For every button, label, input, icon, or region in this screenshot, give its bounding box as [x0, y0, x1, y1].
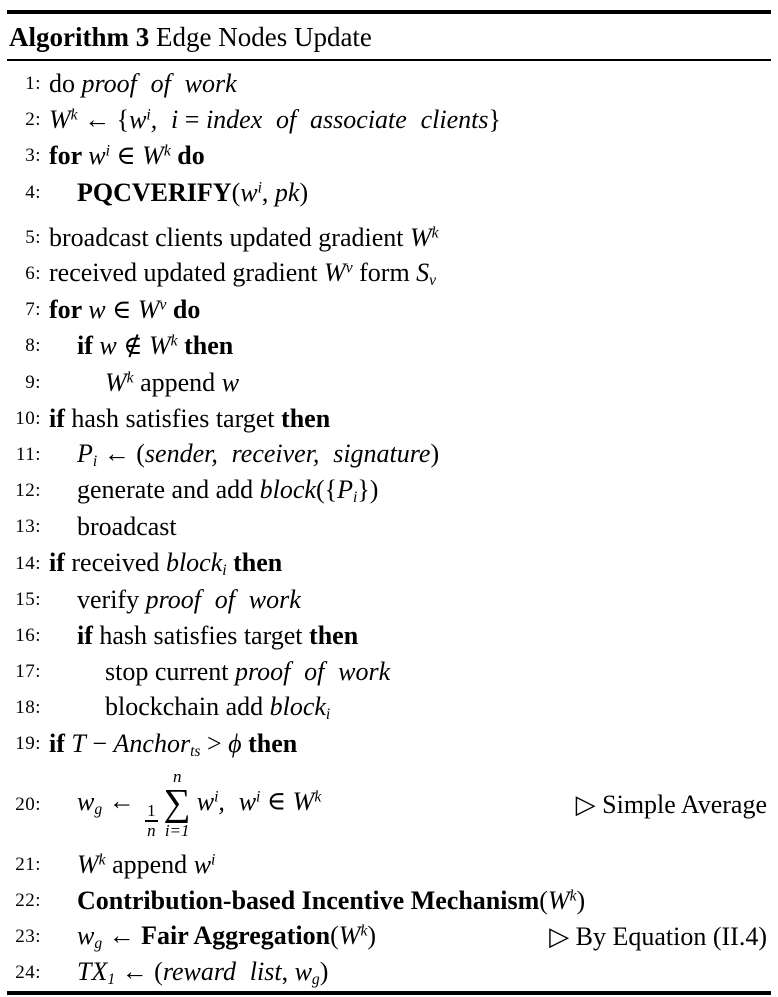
line-content: [41, 141, 771, 171]
text-segment: $W^k$: [547, 885, 577, 915]
text-segment: $TX_1$: [77, 957, 116, 989]
text-segment: hash satisfies target: [99, 620, 310, 650]
text-segment: proof of work: [234, 657, 391, 687]
line-number: 9:: [25, 371, 41, 393]
text-segment: (: [231, 177, 241, 207]
line-number: 10:: [15, 407, 41, 429]
text-segment: $w^i$: [129, 105, 151, 135]
text-segment: received updated gradient: [49, 258, 325, 288]
text-segment: , $w^i$: [218, 786, 261, 816]
text-segment: w: [99, 331, 117, 361]
text-segment: $w_g$: [77, 786, 103, 818]
algo-line-11: [7, 437, 771, 473]
text-segment: ): [430, 439, 440, 469]
line-content: [41, 105, 771, 135]
algo-line-7: [7, 292, 771, 328]
text-segment: $W^k$: [49, 105, 78, 135]
algo-line-3: [7, 138, 771, 174]
text-segment: ∈: [260, 786, 293, 816]
superscript: k: [126, 369, 134, 387]
line-number: 19:: [15, 733, 41, 755]
superscript: v: [345, 259, 353, 277]
algo-line-6: [7, 256, 771, 292]
algo-line-19: [7, 726, 771, 762]
text-segment: if: [77, 331, 100, 361]
algo-line-1: [7, 66, 771, 102]
text-segment: blockchain add: [105, 692, 270, 722]
superscript: i: [214, 788, 219, 806]
text-segment: ←: [102, 921, 142, 951]
subscript: i: [222, 561, 227, 579]
text-segment: if: [77, 620, 100, 650]
text-segment: block: [259, 475, 316, 505]
superscript: i: [146, 106, 151, 124]
text-segment: Fair Aggregation: [141, 921, 331, 951]
text-segment: ∈: [109, 141, 143, 171]
superscript: k: [98, 851, 106, 869]
text-segment: append: [133, 367, 222, 397]
text-segment: Contribution-based Incentive Mechanism: [77, 885, 540, 915]
text-segment: ): [299, 177, 309, 207]
algo-line-17: [7, 654, 771, 690]
text-segment: if: [49, 547, 72, 577]
algo-line-2: [7, 102, 771, 138]
line-number: 8:: [25, 335, 41, 357]
line-comment: ▷ By Equation (II.4): [549, 922, 767, 952]
line-number: 16:: [15, 624, 41, 646]
bottom-rule: [7, 991, 771, 995]
line-content: [41, 657, 771, 687]
line-number: 14:: [15, 552, 41, 574]
line-content: [41, 439, 771, 471]
text-segment: $w^i$: [193, 849, 216, 879]
line-content: [41, 223, 771, 253]
text-segment: w: [221, 367, 240, 397]
text-segment: ∈: [105, 295, 138, 325]
text-segment: ← {: [77, 105, 130, 135]
summation: [164, 768, 191, 839]
line-number: 17:: [15, 661, 41, 683]
superscript: k: [170, 332, 178, 350]
text-segment: }): [357, 475, 379, 505]
text-segment: ({: [315, 475, 338, 505]
text-segment: ,: [281, 957, 295, 987]
text-segment: $w^i$: [240, 177, 262, 207]
algo-line-18: [7, 690, 771, 726]
line-number: 2:: [25, 109, 41, 131]
line-content: [41, 850, 771, 880]
subscript: 1: [107, 971, 116, 989]
line-number: 13:: [15, 516, 41, 538]
text-segment: (: [539, 885, 548, 915]
text-segment: $w_g$: [77, 921, 103, 952]
text-segment: −: [85, 728, 114, 758]
line-content: [41, 475, 771, 507]
line-number: 4:: [25, 181, 41, 203]
line-content: [41, 404, 771, 434]
algo-line-9: [7, 365, 771, 401]
text-segment: received: [71, 547, 166, 577]
text-segment: hash satisfies target: [71, 403, 282, 433]
line-content: [41, 178, 771, 208]
text-segment: $W^k$: [77, 849, 106, 879]
line-number: 5:: [25, 226, 41, 248]
text-segment: proof of work: [81, 69, 237, 99]
algo-line-21: [7, 847, 771, 883]
algo-line-12: [7, 473, 771, 509]
text-segment: $W^k$: [142, 141, 171, 171]
text-segment: then: [226, 547, 283, 577]
text-segment: do: [49, 69, 82, 99]
text-segment: $w_g$: [294, 957, 320, 989]
text-segment: $W^v$: [324, 258, 353, 288]
text-segment: generate and add: [77, 475, 260, 505]
superscript: i: [105, 142, 110, 160]
line-number: 12:: [15, 480, 41, 502]
superscript: k: [163, 142, 171, 160]
text-segment: ∉: [116, 331, 149, 361]
line-content: [41, 548, 771, 580]
summation-sigma: ∑: [163, 782, 191, 825]
algo-line-15: [7, 582, 771, 618]
summation-lower-limit: i=1: [164, 821, 190, 841]
line-number: 11:: [15, 443, 41, 465]
line-number: 1:: [25, 73, 41, 95]
line-content: [41, 295, 771, 325]
text-segment: ←: [102, 786, 142, 816]
text-segment: pk: [274, 177, 300, 207]
text-segment: =: [178, 105, 206, 135]
fraction: [145, 802, 158, 841]
text-segment: $S_v$: [416, 258, 437, 289]
text-segment: $W^k$: [105, 367, 134, 397]
algorithm-label: Algorithm 3: [9, 22, 150, 52]
algo-line-16: [7, 618, 771, 654]
text-segment: ϕ: [228, 728, 242, 758]
line-number: 15:: [15, 588, 41, 610]
text-segment: index of associate clients: [205, 105, 489, 135]
text-segment: $W^k$: [148, 331, 178, 361]
text-segment: for: [49, 141, 89, 171]
text-segment: PQCVERIFY: [77, 177, 232, 207]
text-segment: broadcast: [77, 512, 177, 542]
line-number: 24:: [15, 962, 41, 984]
line-comment: ▷ Simple Average: [575, 789, 767, 819]
subscript: i: [352, 489, 358, 507]
text-segment: (: [330, 921, 339, 951]
text-segment: stop current: [105, 657, 235, 687]
subscript: i: [325, 706, 331, 724]
line-number: 22:: [15, 889, 41, 911]
fraction-numerator: 1: [145, 802, 158, 823]
subscript: ts: [190, 742, 201, 760]
text-segment: $W^k$: [409, 222, 439, 252]
text-segment: append: [105, 849, 194, 879]
text-segment: }: [488, 105, 501, 135]
superscript: k: [569, 887, 577, 905]
algo-line-23: [7, 919, 771, 955]
subscript: v: [429, 271, 437, 289]
superscript: i: [257, 179, 262, 197]
superscript: i: [211, 851, 216, 869]
superscript: v: [159, 296, 167, 314]
line-number: 3:: [25, 145, 41, 167]
text-segment: do: [170, 141, 205, 171]
text-segment: then: [281, 403, 331, 433]
line-number: 7:: [25, 299, 41, 321]
summation-upper-limit: n: [172, 767, 182, 787]
line-content: [41, 258, 771, 290]
line-content: [41, 729, 771, 761]
text-segment: , i: [150, 105, 179, 135]
superscript: k: [70, 106, 78, 124]
line-content: [41, 368, 771, 398]
algorithm-title-text: Edge Nodes Update: [155, 22, 372, 52]
algo-line-10: [7, 401, 771, 437]
line-content: [41, 957, 771, 989]
superscript: k: [314, 788, 322, 806]
text-segment: ): [576, 885, 586, 915]
line-number: 23:: [15, 926, 41, 948]
text-segment: $w^i$: [88, 141, 110, 171]
text-segment: if: [49, 403, 72, 433]
line-content: [41, 621, 771, 651]
text-segment: ← (: [115, 957, 163, 987]
line-number: 18:: [15, 697, 41, 719]
text-segment: then: [309, 620, 359, 650]
algo-line-14: [7, 545, 771, 581]
text-segment: w: [88, 295, 106, 325]
text-segment: form: [352, 258, 417, 288]
text-segment: ): [367, 921, 377, 951]
line-content: [41, 585, 771, 615]
subscript: g: [311, 971, 320, 989]
fraction-denominator: n: [147, 821, 156, 841]
line-content: [41, 512, 771, 542]
text-segment: broadcast clients updated gradient: [49, 222, 410, 252]
subscript: i: [92, 452, 98, 470]
algorithm-header: [7, 14, 771, 59]
text-segment: $w^i$: [196, 786, 219, 816]
text-segment: then: [241, 728, 298, 758]
line-number: 21:: [15, 853, 41, 875]
text-segment: do: [166, 295, 201, 325]
text-segment: >: [200, 728, 229, 758]
text-segment: ,: [261, 177, 275, 207]
superscript: k: [431, 224, 439, 242]
subscript: g: [94, 934, 103, 952]
text-segment: $P_i$: [337, 475, 358, 507]
text-segment: T: [71, 728, 86, 758]
algo-line-24: [7, 955, 771, 991]
text-segment: then: [177, 331, 234, 361]
algo-line-20: [7, 763, 771, 847]
line-number: 20:: [15, 793, 41, 815]
line-content: [41, 69, 771, 99]
superscript: i: [256, 788, 261, 806]
text-segment: block$_i$: [269, 692, 331, 724]
algo-line-5: [7, 220, 771, 256]
text-segment: reward list: [162, 957, 282, 987]
line-content: [41, 331, 771, 361]
text-segment: $W^k$: [292, 786, 322, 816]
text-segment: proof of work: [145, 584, 301, 614]
text-segment: if: [49, 728, 72, 758]
text-segment: sender, receiver, signature: [144, 439, 431, 469]
text-segment: $W^k$: [338, 921, 368, 951]
line-number: 6:: [25, 263, 41, 285]
text-segment: for: [49, 295, 89, 325]
superscript: k: [360, 922, 368, 940]
line-content: [41, 886, 771, 916]
line-content: [41, 692, 771, 724]
text-segment: ): [319, 957, 329, 987]
text-segment: block$_i$: [165, 547, 227, 579]
text-segment: $P_i$: [77, 439, 98, 470]
text-segment: Anchor$_{ts}$: [113, 728, 201, 760]
text-segment: ← (: [97, 439, 145, 469]
algo-line-22: [7, 883, 771, 919]
text-segment: $W^v$: [137, 295, 167, 325]
subscript: g: [94, 800, 103, 818]
text-segment: verify: [77, 584, 146, 614]
algo-line-8: [7, 328, 771, 364]
algo-line-13: [7, 509, 771, 545]
algorithm-title: [156, 22, 372, 52]
algorithm-body: [7, 61, 771, 991]
algo-line-4: [7, 175, 771, 211]
